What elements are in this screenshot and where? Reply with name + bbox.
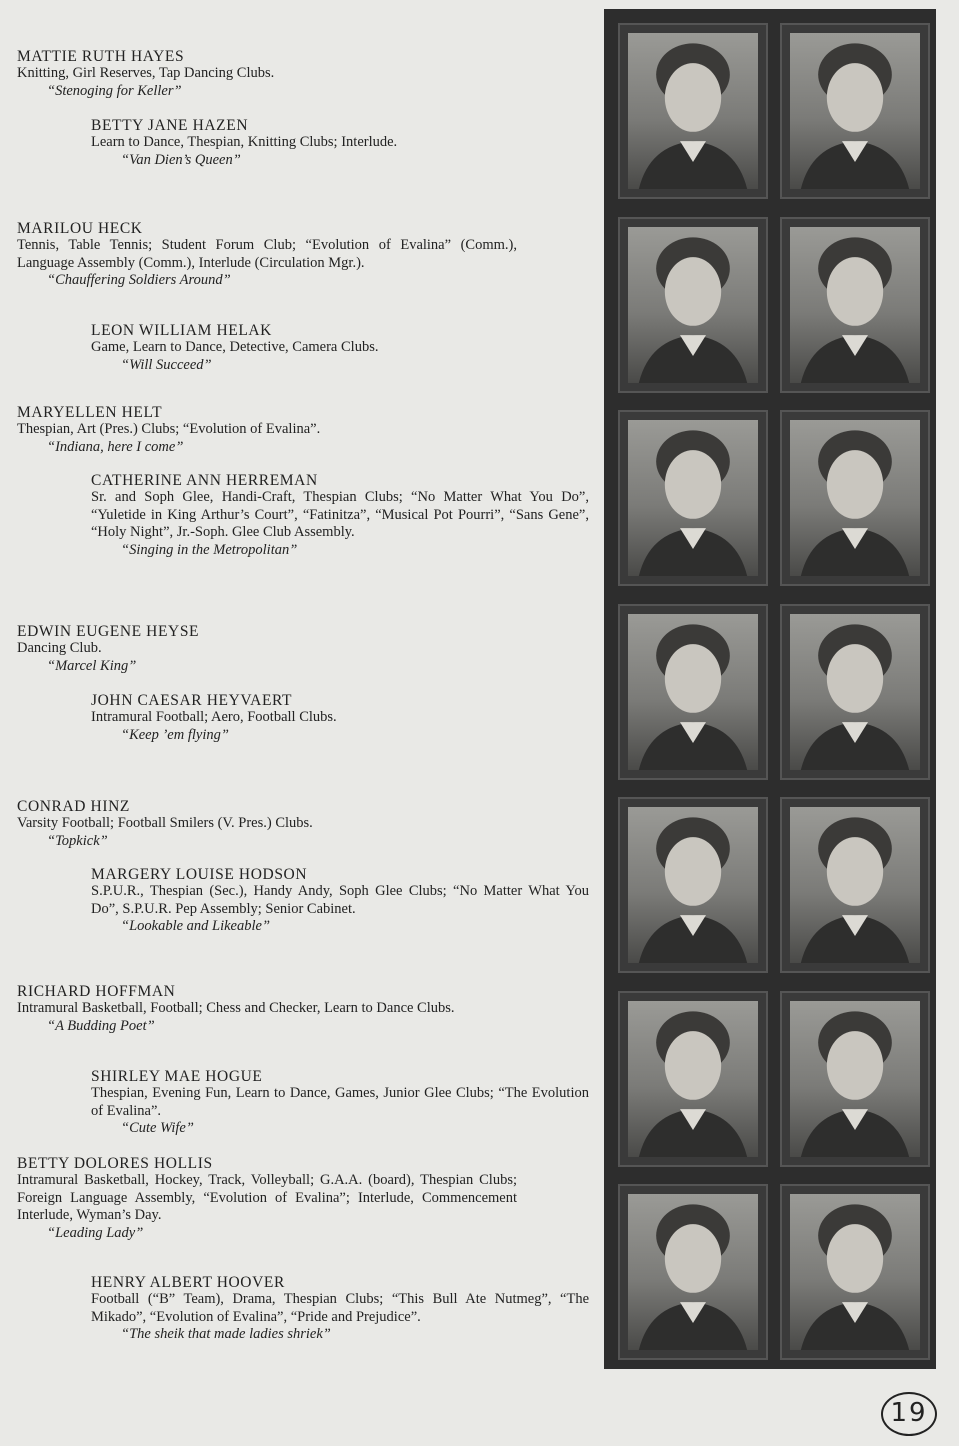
student-name: HENRY ALBERT HOOVER [91,1274,285,1291]
student-entry-heck [17,220,517,289]
student-quote: “Stenoging for Keller” [47,82,182,99]
student-activities: Varsity Football; Football Smilers (V. Pres.) Clubs. [17,815,313,831]
student-quote: “Singing in the Metropolitan” [121,541,298,558]
page-number: 19 [881,1392,937,1436]
student-activities: Intramural Basketball, Football; Chess and Checker, Learn to Dance Clubs. [17,1000,455,1016]
student-photo [628,1001,758,1157]
portrait-heck [618,217,768,393]
student-name: MARGERY LOUISE HODSON [91,866,308,883]
student-entry-helt [17,404,517,456]
student-photo [790,227,920,383]
student-activities: Thespian, Art (Pres.) Clubs; “Evolution of Evalina”. [17,421,321,437]
student-activities: Knitting, Girl Reserves, Tap Dancing Clubs. [17,65,275,81]
student-name: CATHERINE ANN HERREMAN [91,472,318,489]
portrait-hollis [618,1184,768,1360]
student-name: BETTY DOLORES HOLLIS [17,1155,213,1172]
student-photo [628,227,758,383]
portrait-hoover [780,1184,930,1360]
portrait-hinz [618,797,768,973]
student-name: MARYELLEN HELT [17,404,163,421]
student-quote: “Will Succeed” [121,356,212,373]
student-activities: Intramural Football; Aero, Football Clubs. [91,709,337,725]
student-activities: Dancing Club. [17,640,102,656]
student-quote: “A Budding Poet” [47,1017,155,1034]
student-entry-hayes [17,48,517,100]
student-photo [790,1194,920,1350]
student-activities: Tennis, Table Tennis; Student Forum Club; “Evolution of Evalina” (Comm.), Language Assembly (Comm.), Interlude (Circulation Mgr.). [17,237,517,271]
student-quote: “Van Dien’s Queen” [121,151,241,168]
student-name: MARILOU HECK [17,220,143,237]
student-photo [790,1001,920,1157]
student-quote: “Chauffering Soldiers Around” [47,272,231,288]
student-photo [628,614,758,770]
student-quote: “Lookable and Likeable” [121,918,271,934]
student-quote: “Leading Lady” [47,1224,144,1241]
student-quote: “Indiana, here I come” [47,438,184,455]
portrait-heyvaert [780,604,930,780]
student-name: SHIRLEY MAE HOGUE [91,1068,263,1085]
student-activities: Football (“B” Team), Drama, Thespian Clubs; “This Bull Ate Nutmeg”, “The Mikado”, “Evolution of Evalina”, “Pride and Prejudice”. [91,1291,589,1325]
student-name: MATTIE RUTH HAYES [17,48,185,65]
student-name: LEON WILLIAM HELAK [91,322,272,339]
student-photo [628,33,758,189]
student-entry-hinz [17,798,517,850]
portrait-hogue [780,991,930,1167]
portrait-helt [618,410,768,586]
portrait-herreman [780,410,930,586]
student-photo [790,420,920,576]
student-entry-herreman [91,472,589,559]
student-activities: Intramural Basketball, Hockey, Track, Volleyball; G.A.A. (board), Thespian Clubs; Foreign Language Assembly, “Evolution of Evalina”; Interlude, Commencement Interlude, Wyman’s Day. [17,1172,517,1223]
portrait-helak [780,217,930,393]
student-entry-hazen [91,117,589,169]
student-activities: S.P.U.R., Thespian (Sec.), Handy Andy, Soph Glee Clubs; “No Matter What You Do”, S.P.U.R. Pep Assembly; Senior Cabinet. [91,883,589,917]
student-name: CONRAD HINZ [17,798,130,815]
student-entry-hogue [91,1068,589,1137]
student-quote: “Keep ’em flying” [121,726,229,743]
student-entry-hoffman [17,983,517,1035]
student-quote: “The sheik that made ladies shriek” [121,1326,331,1342]
student-quote: “Cute Wife” [121,1120,194,1136]
student-entry-heyse [17,623,517,675]
portrait-heyse [618,604,768,780]
student-activities: Game, Learn to Dance, Detective, Camera Clubs. [91,339,379,355]
portrait-panel [604,9,936,1369]
student-entry-hollis [17,1155,517,1242]
student-activities: Thespian, Evening Fun, Learn to Dance, Games, Junior Glee Clubs; “The Evolution of Evalina”. [91,1085,589,1119]
portrait-hodson [780,797,930,973]
student-entry-hodson [91,866,589,935]
student-name: RICHARD HOFFMAN [17,983,176,1000]
student-activities: Sr. and Soph Glee, Handi-Craft, Thespian Clubs; “No Matter What You Do”, “Yuletide in King Arthur’s Court”, “Fatinitza”, “Musical Pot Pourri”, “Sans Gene”, “Holy Night”, Jr.-Soph. Glee Club Assembly. [91,489,589,540]
student-name: BETTY JANE HAZEN [91,117,249,134]
student-entry-helak [91,322,589,374]
student-entry-hoover [91,1274,589,1343]
student-quote: “Topkick” [47,832,108,849]
student-name: JOHN CAESAR HEYVAERT [91,692,293,709]
student-activities: Learn to Dance, Thespian, Knitting Clubs; Interlude. [91,134,398,150]
portrait-hoffman [618,991,768,1167]
student-photo [628,420,758,576]
student-photo [628,807,758,963]
student-photo [790,614,920,770]
student-photo [790,807,920,963]
student-photo [628,1194,758,1350]
student-quote: “Marcel King” [47,657,137,674]
portrait-hazen [780,23,930,199]
student-entry-heyvaert [91,692,589,744]
portrait-hayes [618,23,768,199]
student-photo [790,33,920,189]
student-name: EDWIN EUGENE HEYSE [17,623,200,640]
